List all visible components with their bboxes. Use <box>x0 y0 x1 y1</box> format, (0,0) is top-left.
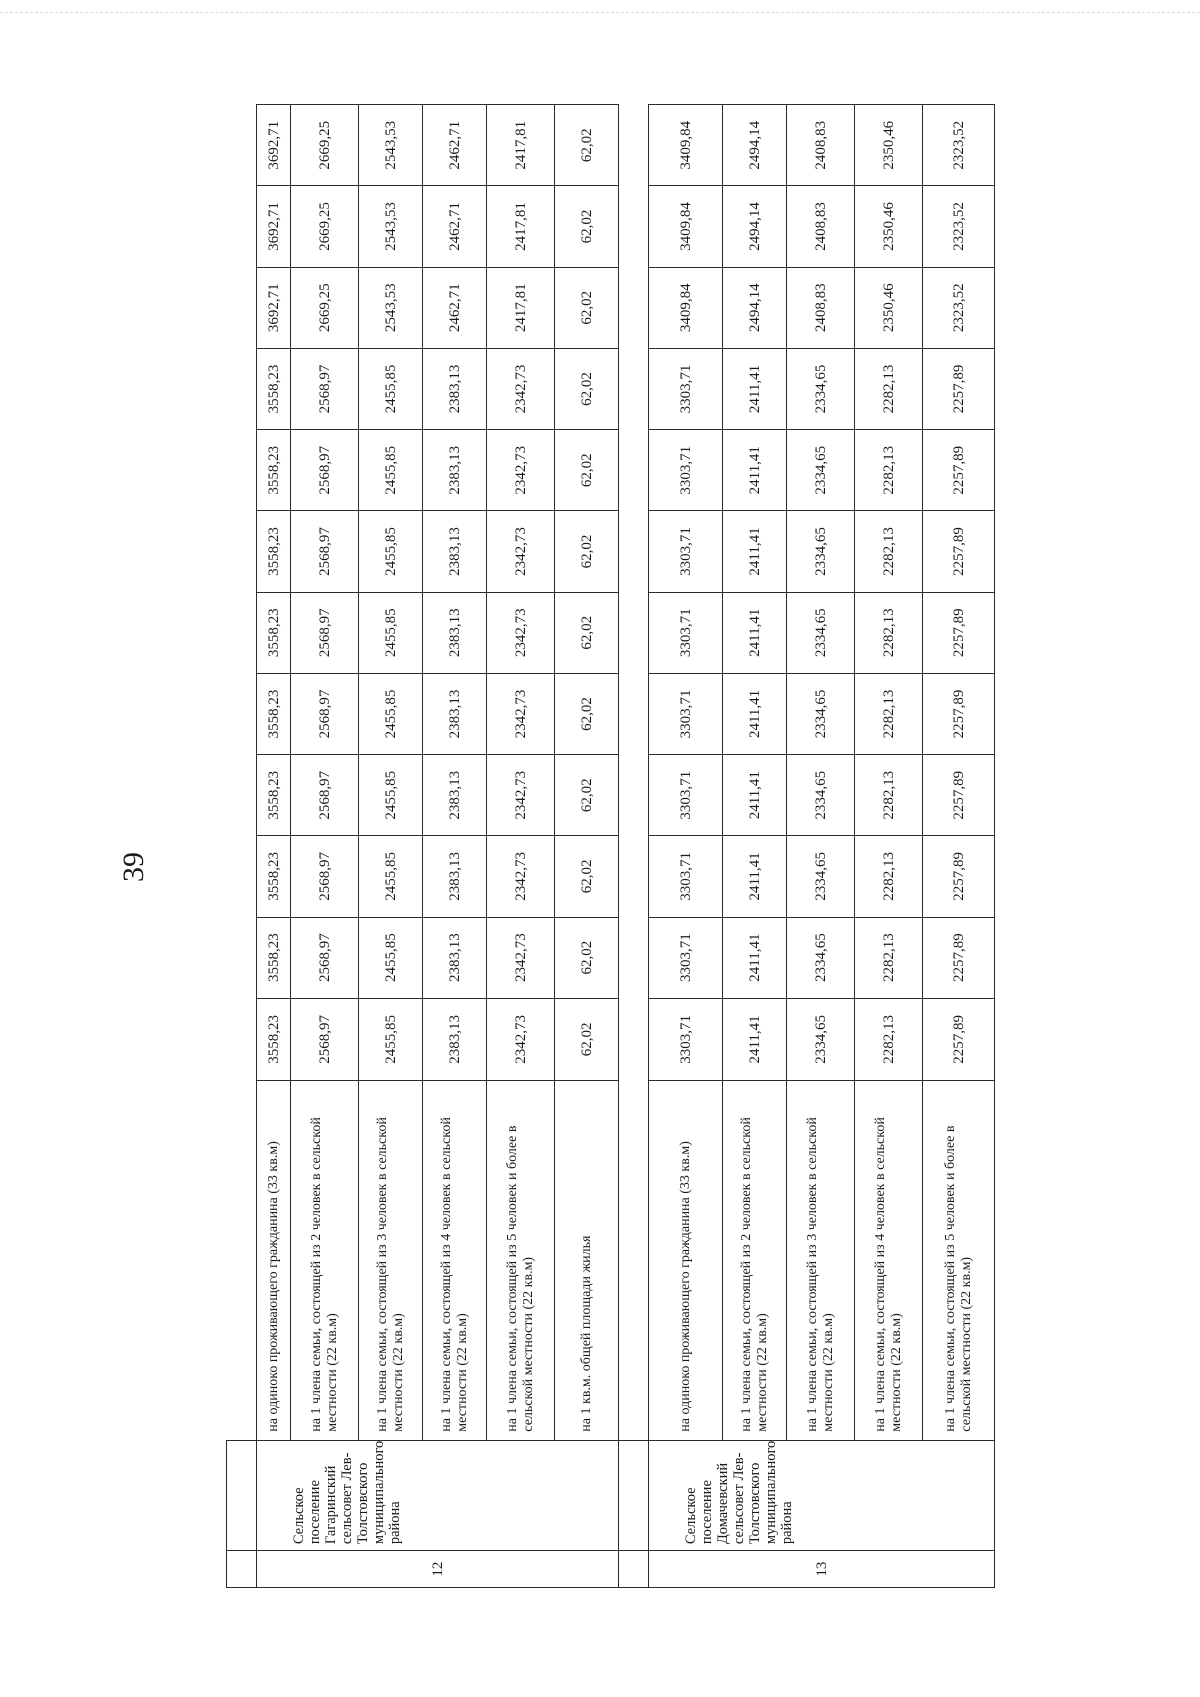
value-cell: 2568,97 <box>291 673 359 754</box>
value-cell: 2334,65 <box>787 836 855 917</box>
value-cell: 2455,85 <box>359 917 423 998</box>
value-cell: 62,02 <box>555 836 619 917</box>
table-row <box>787 105 855 1588</box>
value-cell: 2323,52 <box>923 186 995 267</box>
index-cell-blank <box>619 1551 649 1588</box>
value-cell: 62,02 <box>555 348 619 429</box>
value-cell: 2383,13 <box>423 673 487 754</box>
value-cell: 62,02 <box>555 998 619 1080</box>
value-cell: 2342,73 <box>487 592 555 673</box>
value-cell: 2455,85 <box>359 430 423 511</box>
category-label: на одиноко проживающего гражданина (33 кв.м) <box>649 1081 723 1441</box>
value-cell: 3558,23 <box>257 592 291 673</box>
value-cell: 2411,41 <box>723 348 787 429</box>
category-label: на 1 члена семьи, состоящей из 5 человек и более в сельской местности (22 кв.м) <box>923 1081 995 1441</box>
table-row <box>487 105 555 1588</box>
value-cell: 2543,53 <box>359 105 423 186</box>
value-cell: 3409,84 <box>649 186 723 267</box>
table-row <box>257 105 291 1588</box>
value-cell: 3303,71 <box>649 592 723 673</box>
value-cell: 2408,83 <box>787 186 855 267</box>
row-index: 13 <box>649 1551 995 1588</box>
value-cell: 3558,23 <box>257 430 291 511</box>
table-row <box>923 105 995 1588</box>
tariff-table-rotated <box>226 104 1126 1588</box>
value-cell: 2411,41 <box>723 755 787 836</box>
value-cell: 3692,71 <box>257 186 291 267</box>
value-cell: 2417,81 <box>487 186 555 267</box>
category-label: на 1 члена семьи, состоящей из 3 человек в сельской местности (22 кв.м) <box>359 1081 423 1441</box>
tariff-table <box>226 104 995 1588</box>
category-label: на 1 члена семьи, состоящей из 4 человек в сельской местности (22 кв.м) <box>423 1081 487 1441</box>
category-label: на 1 члена семьи, состоящей из 2 человек в сельской местности (22 кв.м) <box>723 1081 787 1441</box>
value-cell: 2282,13 <box>855 592 923 673</box>
value-cell: 2408,83 <box>787 105 855 186</box>
value-cell: 2417,81 <box>487 267 555 348</box>
value-cell: 3303,71 <box>649 511 723 592</box>
value-cell: 2568,97 <box>291 592 359 673</box>
value-cell: 2411,41 <box>723 836 787 917</box>
value-cell: 2350,46 <box>855 105 923 186</box>
value-cell: 2383,13 <box>423 348 487 429</box>
value-cell: 62,02 <box>555 917 619 998</box>
value-cell: 2455,85 <box>359 511 423 592</box>
value-cell: 3303,71 <box>649 836 723 917</box>
value-cell: 2342,73 <box>487 511 555 592</box>
value-cell: 3558,23 <box>257 511 291 592</box>
value-cell: 2342,73 <box>487 348 555 429</box>
empty-cell <box>227 105 257 1441</box>
value-cell: 2411,41 <box>723 430 787 511</box>
value-cell: 2282,13 <box>855 673 923 754</box>
value-cell: 2455,85 <box>359 755 423 836</box>
value-cell: 3558,23 <box>257 998 291 1080</box>
name-cell-blank <box>227 1440 257 1550</box>
value-cell: 3409,84 <box>649 267 723 348</box>
value-cell: 2257,89 <box>923 836 995 917</box>
settlement-name: Сельское поселение Домачевский сельсовет Лев-Толстовского муниципального района <box>649 1440 995 1550</box>
table-row <box>555 105 619 1588</box>
category-label: на 1 члена семьи, состоящей из 4 человек в сельской местности (22 кв.м) <box>855 1081 923 1441</box>
value-cell: 2282,13 <box>855 836 923 917</box>
value-cell: 2282,13 <box>855 348 923 429</box>
category-label: на 1 члена семьи, состоящей из 2 человек в сельской местности (22 кв.м) <box>291 1081 359 1441</box>
value-cell: 2462,71 <box>423 105 487 186</box>
value-cell: 3692,71 <box>257 267 291 348</box>
table-row <box>423 105 487 1588</box>
table-row <box>291 105 359 1588</box>
value-cell: 2411,41 <box>723 592 787 673</box>
page-top-edge <box>0 12 1200 13</box>
value-cell: 62,02 <box>555 105 619 186</box>
row-index: 12 <box>257 1551 619 1588</box>
value-cell: 2383,13 <box>423 592 487 673</box>
value-cell: 2494,14 <box>723 267 787 348</box>
value-cell: 2462,71 <box>423 267 487 348</box>
value-cell: 2334,65 <box>787 998 855 1080</box>
value-cell: 62,02 <box>555 592 619 673</box>
value-cell: 2383,13 <box>423 998 487 1080</box>
value-cell: 3303,71 <box>649 998 723 1080</box>
value-cell: 2455,85 <box>359 592 423 673</box>
category-label: на 1 члена семьи, состоящей из 3 человек в сельской местности (22 кв.м) <box>787 1081 855 1441</box>
value-cell: 2282,13 <box>855 998 923 1080</box>
value-cell: 2334,65 <box>787 917 855 998</box>
value-cell: 2568,97 <box>291 348 359 429</box>
category-label: на 1 члена семьи, состоящей из 5 человек и более в сельской местности (22 кв.м) <box>487 1081 555 1441</box>
value-cell: 2350,46 <box>855 186 923 267</box>
value-cell: 62,02 <box>555 267 619 348</box>
group-top-row <box>619 105 649 1588</box>
value-cell: 2494,14 <box>723 105 787 186</box>
value-cell: 2455,85 <box>359 673 423 754</box>
value-cell: 2257,89 <box>923 430 995 511</box>
value-cell: 2455,85 <box>359 998 423 1080</box>
value-cell: 2455,85 <box>359 348 423 429</box>
value-cell: 2334,65 <box>787 511 855 592</box>
value-cell: 3303,71 <box>649 430 723 511</box>
table-row <box>649 105 723 1588</box>
value-cell: 2257,89 <box>923 511 995 592</box>
value-cell: 2669,25 <box>291 186 359 267</box>
value-cell: 2257,89 <box>923 755 995 836</box>
group-top-row <box>227 105 257 1588</box>
value-cell: 3558,23 <box>257 348 291 429</box>
value-cell: 2568,97 <box>291 917 359 998</box>
value-cell: 3558,23 <box>257 755 291 836</box>
value-cell: 2342,73 <box>487 917 555 998</box>
table-row <box>359 105 423 1588</box>
value-cell: 2342,73 <box>487 998 555 1080</box>
value-cell: 2383,13 <box>423 917 487 998</box>
value-cell: 62,02 <box>555 755 619 836</box>
value-cell: 2408,83 <box>787 267 855 348</box>
value-cell: 3303,71 <box>649 755 723 836</box>
value-cell: 2568,97 <box>291 998 359 1080</box>
value-cell: 62,02 <box>555 430 619 511</box>
value-cell: 2568,97 <box>291 836 359 917</box>
name-cell-blank <box>619 1440 649 1550</box>
value-cell: 2543,53 <box>359 186 423 267</box>
table-row <box>723 105 787 1588</box>
value-cell: 3692,71 <box>257 105 291 186</box>
value-cell: 2282,13 <box>855 430 923 511</box>
value-cell: 2334,65 <box>787 755 855 836</box>
index-cell-blank <box>227 1551 257 1588</box>
value-cell: 3558,23 <box>257 917 291 998</box>
value-cell: 2257,89 <box>923 917 995 998</box>
value-cell: 2257,89 <box>923 348 995 429</box>
value-cell: 2411,41 <box>723 917 787 998</box>
value-cell: 2383,13 <box>423 755 487 836</box>
value-cell: 2568,97 <box>291 511 359 592</box>
value-cell: 2669,25 <box>291 105 359 186</box>
value-cell: 62,02 <box>555 673 619 754</box>
value-cell: 2257,89 <box>923 673 995 754</box>
value-cell: 62,02 <box>555 186 619 267</box>
value-cell: 2494,14 <box>723 186 787 267</box>
value-cell: 3409,84 <box>649 105 723 186</box>
value-cell: 2257,89 <box>923 998 995 1080</box>
value-cell: 2257,89 <box>923 592 995 673</box>
value-cell: 3303,71 <box>649 673 723 754</box>
settlement-name: Сельское поселение Гагаринский сельсовет Лев-Толстовского муниципального района <box>257 1440 619 1550</box>
value-cell: 2334,65 <box>787 592 855 673</box>
page-number: 39 <box>117 852 150 882</box>
value-cell: 2383,13 <box>423 511 487 592</box>
value-cell: 2342,73 <box>487 430 555 511</box>
value-cell: 2568,97 <box>291 430 359 511</box>
value-cell: 2543,53 <box>359 267 423 348</box>
category-label: на одиноко проживающего гражданина (33 кв.м) <box>257 1081 291 1441</box>
table-row <box>855 105 923 1588</box>
category-label: на 1 кв.м. общей площади жилья <box>555 1081 619 1441</box>
value-cell: 2455,85 <box>359 836 423 917</box>
value-cell: 2411,41 <box>723 998 787 1080</box>
tariff-table-body <box>227 105 995 1588</box>
value-cell: 2383,13 <box>423 430 487 511</box>
value-cell: 2568,97 <box>291 755 359 836</box>
value-cell: 2334,65 <box>787 348 855 429</box>
value-cell: 3303,71 <box>649 348 723 429</box>
value-cell: 2669,25 <box>291 267 359 348</box>
value-cell: 2342,73 <box>487 836 555 917</box>
value-cell: 2323,52 <box>923 105 995 186</box>
value-cell: 2411,41 <box>723 673 787 754</box>
value-cell: 2282,13 <box>855 755 923 836</box>
value-cell: 2334,65 <box>787 430 855 511</box>
value-cell: 2342,73 <box>487 673 555 754</box>
value-cell: 2462,71 <box>423 186 487 267</box>
value-cell: 62,02 <box>555 511 619 592</box>
value-cell: 3303,71 <box>649 917 723 998</box>
value-cell: 3558,23 <box>257 836 291 917</box>
value-cell: 3558,23 <box>257 673 291 754</box>
value-cell: 2350,46 <box>855 267 923 348</box>
value-cell: 2411,41 <box>723 511 787 592</box>
value-cell: 2417,81 <box>487 105 555 186</box>
value-cell: 2334,65 <box>787 673 855 754</box>
value-cell: 2383,13 <box>423 836 487 917</box>
value-cell: 2282,13 <box>855 917 923 998</box>
value-cell: 2323,52 <box>923 267 995 348</box>
value-cell: 2282,13 <box>855 511 923 592</box>
value-cell: 2342,73 <box>487 755 555 836</box>
empty-cell <box>619 105 649 1441</box>
